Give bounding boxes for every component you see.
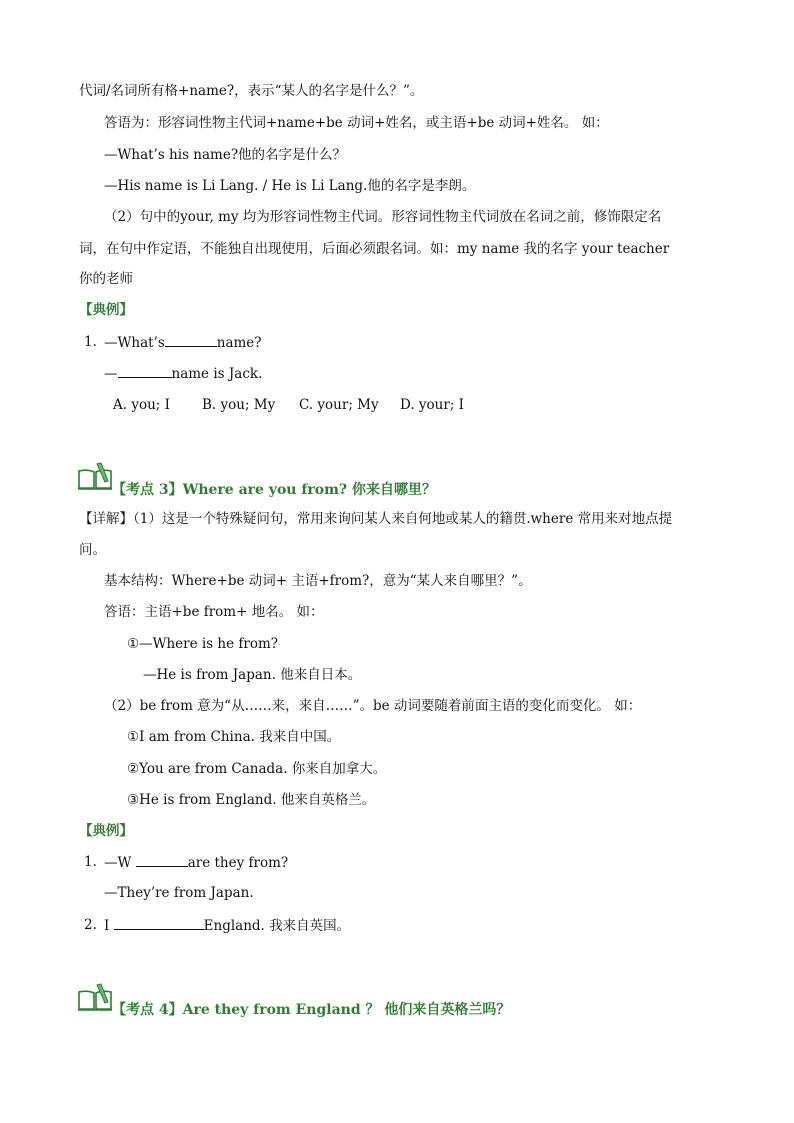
question-text: name is Jack. xyxy=(171,366,263,382)
text-line: 基本结构：Where+be 动词+ 主语+from?，意为“某人来自哪里？”。 xyxy=(104,573,532,589)
answer-blank xyxy=(118,364,172,378)
question-text: name? xyxy=(216,335,262,351)
text-line: 答语为：形容词性物主代词+name+be 动词+姓名，或主语+be 动词+姓名。 如： xyxy=(104,115,609,131)
text-line: —His name is Li Lang. / He is Li Lang.他的名字是李朗。 xyxy=(104,178,476,194)
option-b: B. you; My xyxy=(202,397,276,413)
book-pen-icon xyxy=(77,462,113,490)
text-line: ①—Where is he from? xyxy=(127,636,279,652)
answer-blank xyxy=(136,853,188,867)
answer-blank xyxy=(165,333,217,347)
text-line: 问。 xyxy=(79,542,106,558)
option-c: C. your; My xyxy=(299,397,379,413)
text-line: 答语：主语+be from+ 地名。 如： xyxy=(104,604,324,620)
question-line xyxy=(104,364,262,383)
text-line: —He is from Japan. 他来自日本。 xyxy=(143,667,362,683)
text-line: ①I am from China. 我来自中国。 xyxy=(127,729,341,745)
section-heading: 【考点 3】Where are you from? 你来自哪里？ xyxy=(112,482,436,498)
question-number: 1. xyxy=(84,854,97,870)
text-line: （2）be from 意为“从……来，来自……”。be 动词要随着前面主语的变化而变化。 如： xyxy=(104,698,642,714)
text-line: 代词/名词所有格+name?，表示“某人的名字是什么？”。 xyxy=(79,83,424,99)
book-pen-icon xyxy=(77,983,113,1011)
text-line: 你的老师 xyxy=(79,271,133,287)
text-line: 【详解】（1）这是一个特殊疑问句，常用来询问某人来自何地或某人的籍贯.where 常用来对地点提 xyxy=(79,511,673,527)
text-line: —They’re from Japan. xyxy=(104,885,254,901)
section-heading: 【考点 4】Are they from England ？ 他们来自英格兰吗？ xyxy=(112,1002,511,1018)
text-line: （2）句中的your, my 均为形容词性物主代词。形容词性物主代词放在名词之前，修饰限定名 xyxy=(104,209,662,225)
option-d: D. your; I xyxy=(400,397,464,413)
answer-blank xyxy=(114,916,204,930)
text-line: —What’s his name?他的名字是什么？ xyxy=(104,147,347,163)
text-line: ③He is from England. 他来自英格兰。 xyxy=(127,792,376,808)
question-number: 1. xyxy=(84,334,97,350)
question-text: I xyxy=(104,918,110,934)
question-text: — xyxy=(104,366,118,382)
question-text: —What’s xyxy=(104,335,165,351)
question-line xyxy=(104,333,262,352)
text-line: ②You are from Canada. 你来自加拿大。 xyxy=(127,761,387,777)
question-text: are they from? xyxy=(187,855,289,871)
question-line xyxy=(104,916,350,935)
question-line xyxy=(104,853,288,872)
question-number: 2. xyxy=(84,917,97,933)
question-text: England. 我来自英国。 xyxy=(203,918,351,934)
option-a: A. you; I xyxy=(113,397,170,413)
question-text: —W xyxy=(104,855,132,871)
example-label: 【典例】 xyxy=(79,302,133,318)
text-line: 词，在句中作定语，不能独自出现使用，后面必须跟名词。如：my name 我的名字 your teacher xyxy=(79,241,670,257)
example-label: 【典例】 xyxy=(79,823,133,839)
